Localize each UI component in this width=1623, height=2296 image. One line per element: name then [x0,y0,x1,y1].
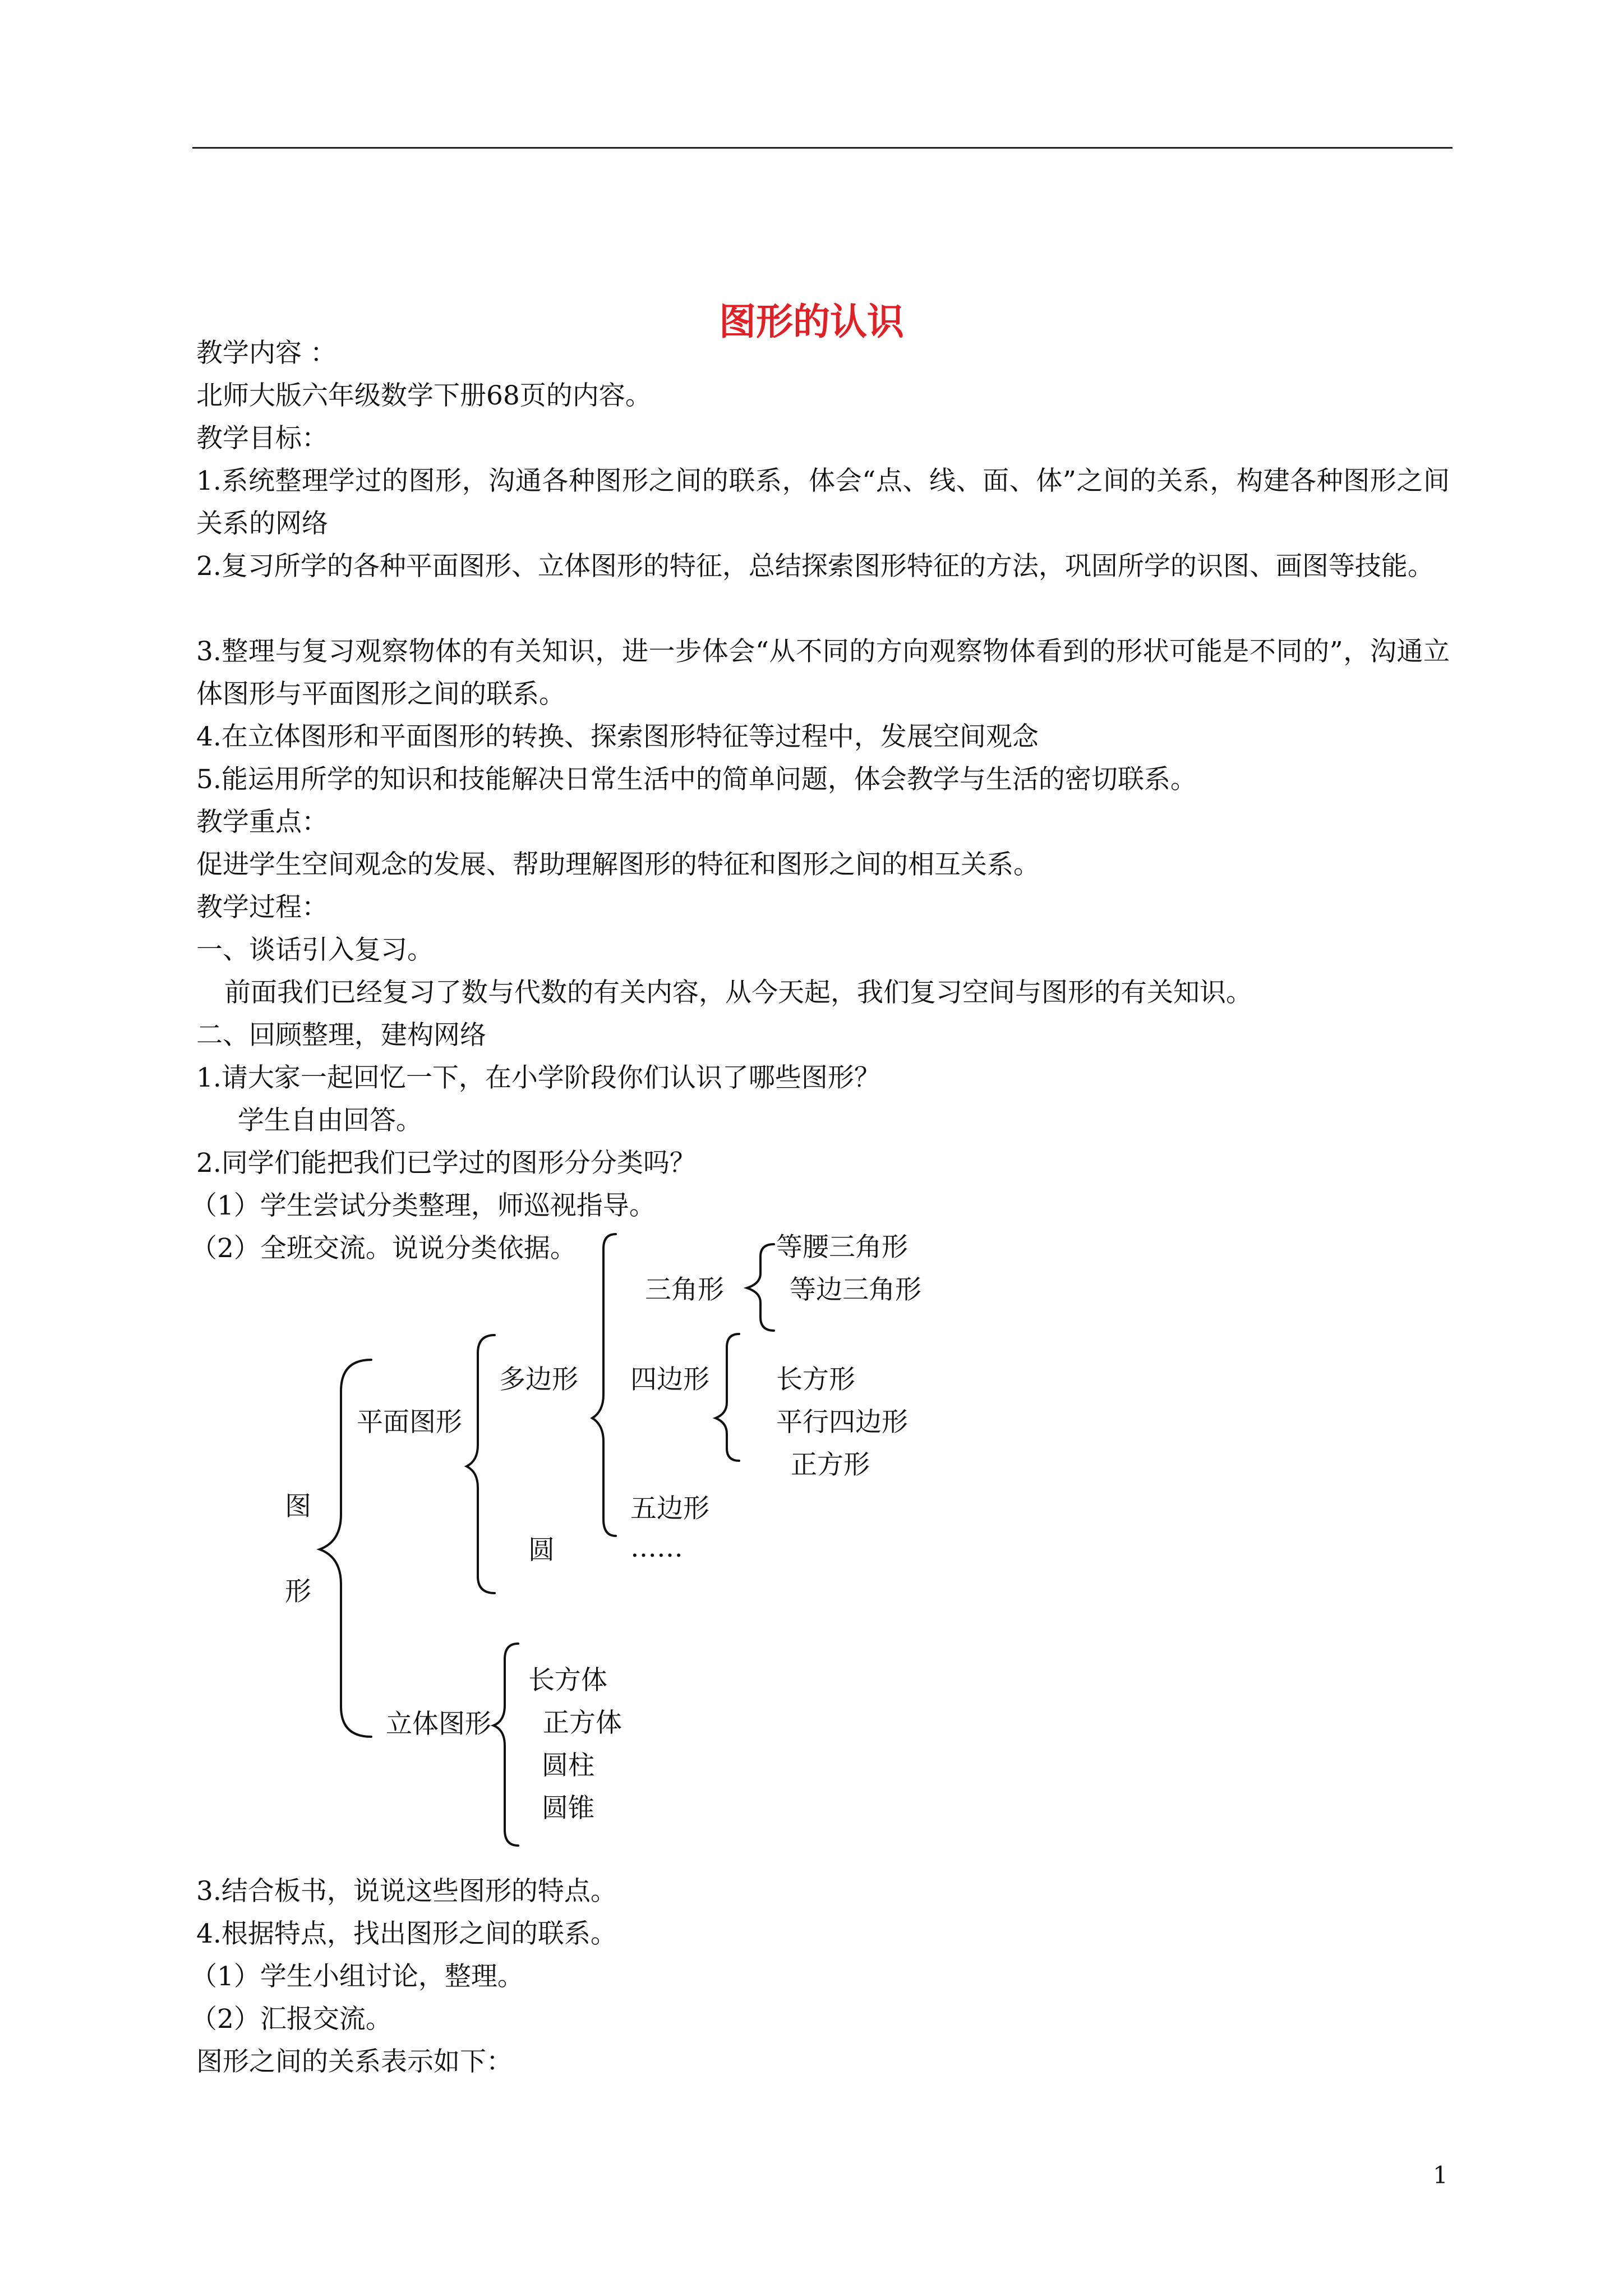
page-number: 1 [1433,2161,1448,2189]
tree-cylinder: 圆柱 [542,1750,594,1781]
section-heading-process: 教学过程： [196,892,328,923]
page-title: 图形的认识 [719,300,904,343]
section-heading-goals: 教学目标： [196,423,328,454]
question-4: 4.根据特点，找出图形之间的联系。 [196,1918,617,1949]
goal-1: 1.系统整理学过的图形，沟通各种图形之间的联系，体会“点、线、面、体”之间的关系，构建各种图形之间关系的网络 [196,466,1450,539]
substep-1: （1）学生尝试分类整理，师巡视指导。 [191,1190,656,1221]
tree-cone: 圆锥 [542,1793,594,1824]
tree-equilateral-triangle: 等边三角形 [790,1274,921,1305]
relation-intro: 图形之间的关系表示如下： [196,2046,513,2077]
bracket-quad [716,1334,739,1461]
goal-2: 2.复习所学的各种平面图形、立体图形的特征，总结探索图形特征的方法，巩固所学的识图、画图等技能。 [196,551,1434,582]
tree-polygon: 多边形 [499,1364,578,1395]
section-heading-content: 教学内容 ： [196,338,336,369]
tree-circle: 圆 [528,1535,555,1566]
goal-4: 4.在立体图形和平面图形的转换、探索图形特征等过程中，发展空间观念 [196,721,1039,752]
question-3: 3.结合板书，说说这些图形的特点。 [196,1876,617,1907]
key-text: 促进学生空间观念的发展、帮助理解图形的特征和图形之间的相互关系。 [196,849,1040,880]
content-text: 北师大版六年级数学下册68页的内容。 [196,380,652,411]
tree-solid-figures: 立体图形 [386,1709,491,1740]
bracket-solid [494,1644,518,1846]
tree-square: 正方形 [791,1450,870,1480]
tree-root-bottom: 形 [285,1576,311,1607]
bracket-plane [467,1335,495,1593]
substep-4-2: （2）汇报交流。 [191,2004,392,2035]
bracket-polygon [592,1234,616,1536]
section-heading-key: 教学重点： [196,807,328,838]
substep-2: （2）全班交流。说说分类依据。 [191,1233,577,1264]
tree-cuboid: 长方体 [528,1665,607,1696]
answer-1: 学生自由回答。 [238,1105,422,1136]
tree-plane-figures: 平面图形 [357,1407,462,1438]
tree-parallelogram: 平行四边形 [776,1407,908,1438]
tree-pentagon: 五边形 [630,1493,709,1524]
tree-cube: 正方体 [543,1708,622,1738]
tree-triangle: 三角形 [645,1274,724,1305]
question-1: 1.请大家一起回忆一下，在小学阶段你们认识了哪些图形？ [196,1062,880,1093]
step-2-heading: 二、回顾整理，建构网络 [196,1020,486,1051]
bracket-triangle [747,1244,774,1331]
goal-5: 5.能运用所学的知识和技能解决日常生活中的简单问题，体会教学与生活的密切联系。 [196,764,1197,795]
tree-root-top: 图 [285,1491,311,1522]
tree-rectangle: 长方形 [776,1364,855,1395]
goal-3: 3.整理与复习观察物体的有关知识，进一步体会“从不同的方向观察物体看到的形状可能是不同的”，沟通立体图形与平面图形之间的联系。 [196,636,1450,710]
question-2: 2.同学们能把我们已学过的图形分分类吗？ [196,1148,696,1179]
tree-isosceles-triangle: 等腰三角形 [776,1232,908,1263]
step-1-heading: 一、谈话引入复习。 [196,935,434,965]
step-1-text: 前面我们已经复习了数与代数的有关内容，从今天起，我们复习空间与图形的有关知识。 [224,977,1252,1008]
tree-ellipsis: …… [630,1533,683,1563]
tree-quadrilateral: 四边形 [630,1364,709,1395]
substep-4-1: （1）学生小组讨论，整理。 [191,1961,524,1992]
